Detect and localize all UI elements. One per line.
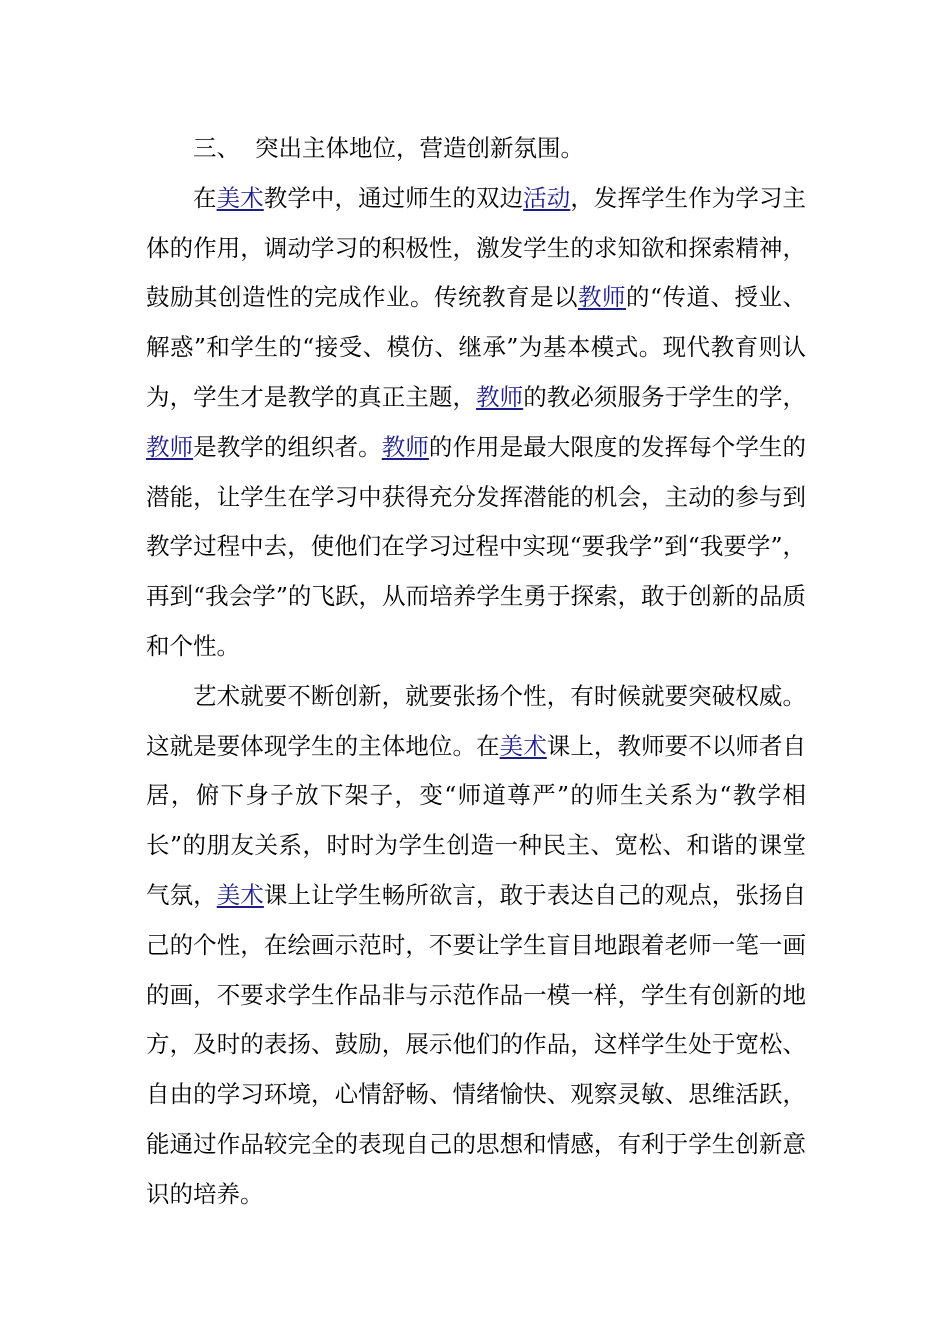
paragraph (146, 174, 806, 672)
paragraph-text: 的作用是最大限度的发挥每个学生的潜能，让学生在学习中获得充分发挥潜能的机会，主动的参与到教学过程中去，使他们在学习过程中实现“要我学”到“我要学”，再到“我会学”的飞跃，从而培养学生勇于探索，敢于创新的品质和个性。 (146, 432, 807, 660)
paragraph-text: 在 (193, 183, 217, 212)
paragraph-text: 课上，教师要不以师者自居，俯下身子放下架子，变“师道尊严”的师生关系为“教学相长”的朋友关系，时时为学生创造一种民主、宽松、和谐的课堂气氛， (146, 731, 807, 909)
keyword-link[interactable]: 活动 (523, 183, 571, 212)
paragraph-text: 课上让学生畅所欲言，敢于表达自己的观点，张扬自己的个性，在绘画示范时，不要让学生盲目地跟着老师一笔一画的画，不要求学生作品非与示范作品一模一样，学生有创新的地方，及时的表扬、鼓励，展示他们的作品，这样学生处于宽松、自由的学习环境，心情舒畅、情绪愉快、观察灵敏、思维活跃，能通过作品较完全的表现自己的思想和情感，有利于学生创新意识的培养。 (146, 880, 807, 1208)
section-title: 突出主体地位，营造创新氛围。 (254, 134, 584, 162)
keyword-link[interactable]: 美术 (499, 731, 547, 760)
paragraph-text: 的“传道、授业、解惑”和学生的“接受、模仿、继承”为基本模式。现代教育则认为，学生才是教学的真正主题， (146, 283, 807, 411)
paragraph-text: ，发挥学生作为学习主体的作用，调动学习的积极性，激发学生的求知欲和探索精神，鼓励其创造性的完成作业。传统教育是以 (146, 183, 807, 312)
paragraph-text: 是教学的组织者。 (193, 432, 382, 461)
keyword-link[interactable]: 美术 (216, 880, 264, 909)
keyword-link[interactable]: 教师 (578, 283, 626, 312)
section-heading (146, 124, 806, 174)
paragraph-text: 艺术就要不断创新，就要张扬个性，有时候就要突破权威。这就是要体现学生的主体地位。在 (146, 681, 806, 760)
paragraph-text: 教学中，通过师生的双边 (263, 183, 524, 212)
paragraph-text: 的教必须服务于学生的学， (523, 382, 807, 411)
keyword-link[interactable]: 美术 (216, 183, 264, 212)
section-number: 三、 (193, 134, 240, 162)
keyword-link[interactable]: 教师 (381, 432, 429, 461)
keyword-link[interactable]: 教师 (476, 382, 524, 411)
document-page (146, 124, 806, 1220)
paragraph (146, 672, 806, 1220)
keyword-link[interactable]: 教师 (146, 432, 194, 461)
body-text (146, 174, 806, 1220)
